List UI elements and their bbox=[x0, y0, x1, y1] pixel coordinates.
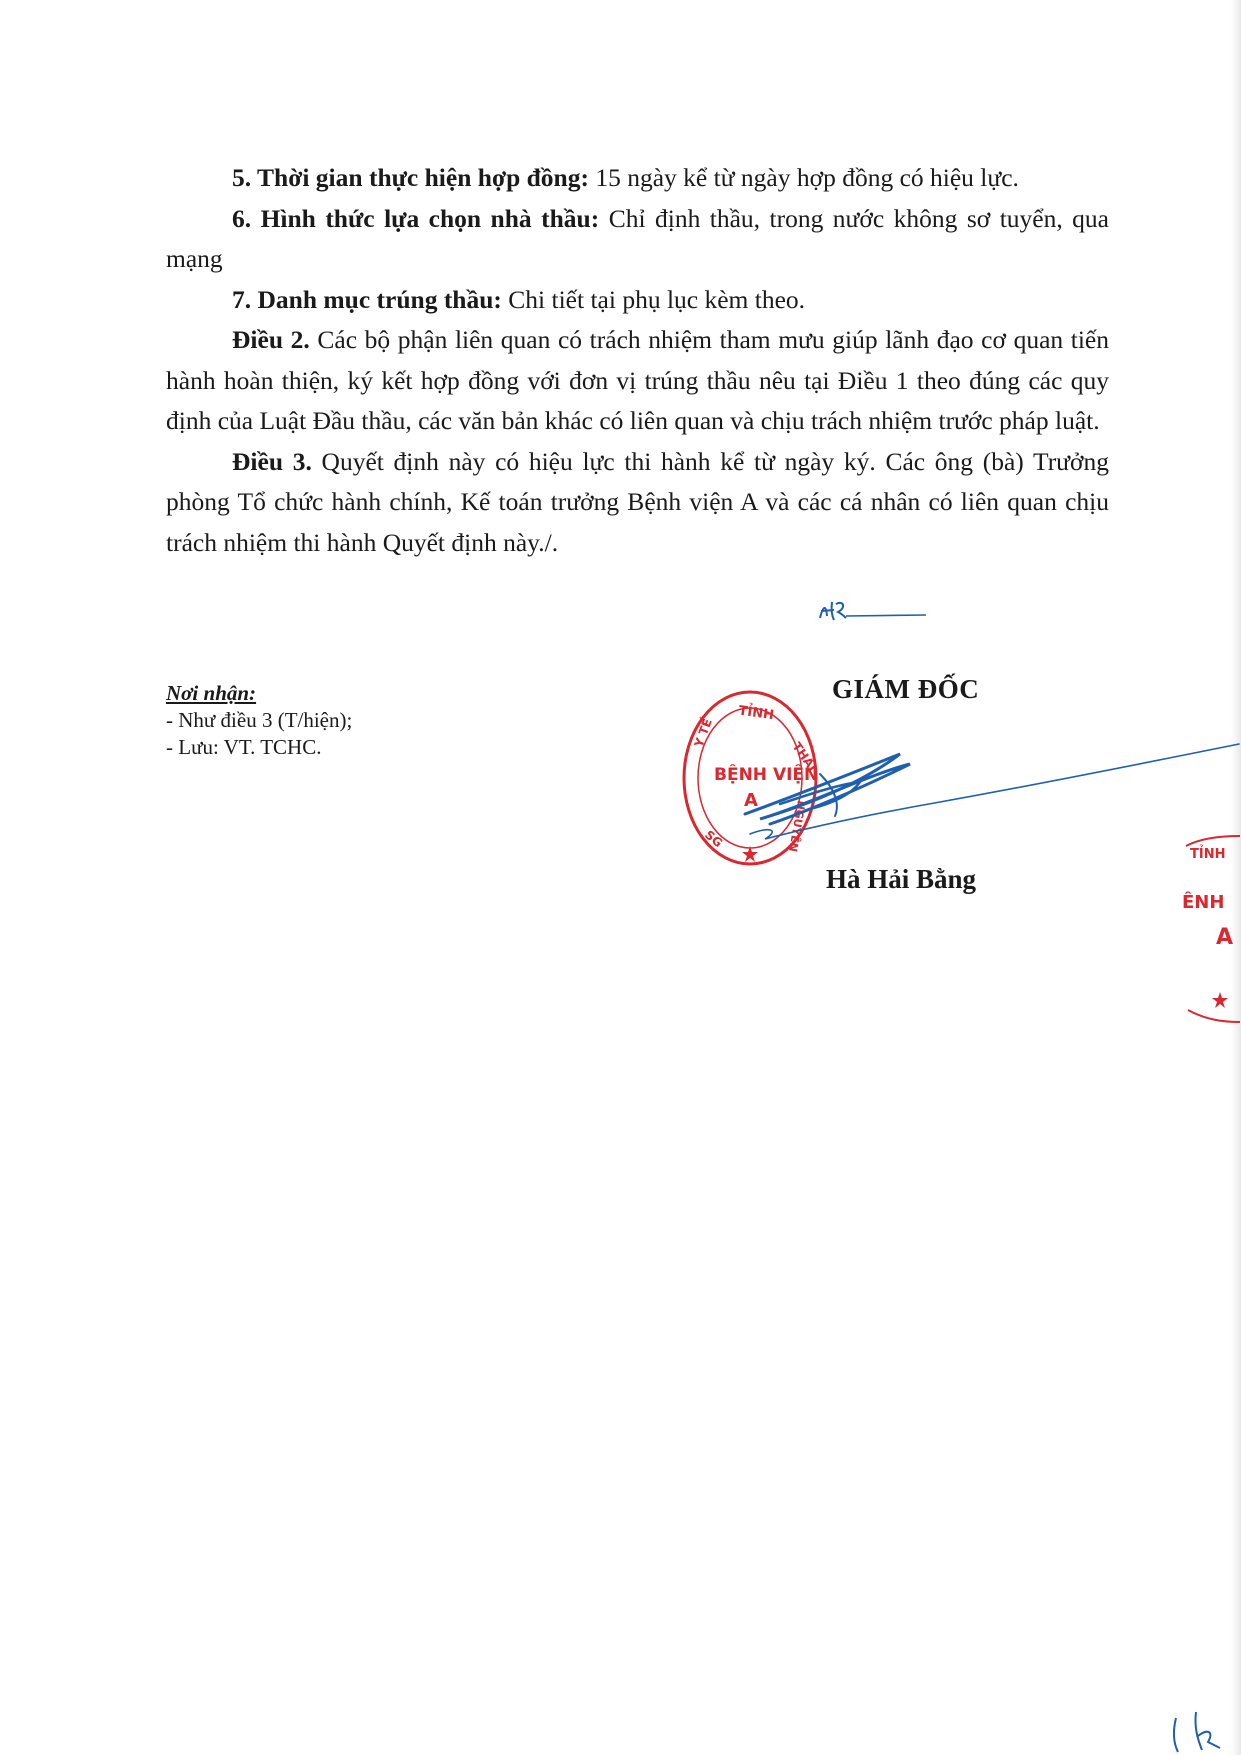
signer-title: GIÁM ĐỐC bbox=[832, 674, 980, 704]
signer-name: Hà Hải Bằng bbox=[826, 864, 977, 894]
item-6-label: 6. Hình thức lựa chọn nhà thầu: bbox=[232, 203, 600, 233]
article-3 bbox=[166, 442, 1109, 564]
seal-text-top: TỈNH bbox=[737, 703, 775, 724]
recipients-title: Nơi nhận: bbox=[166, 681, 257, 705]
item-7 bbox=[166, 280, 1109, 321]
item-7-text: Chi tiết tại phụ lục kèm theo. bbox=[501, 284, 806, 314]
item-6 bbox=[166, 199, 1109, 280]
initial-mark-icon bbox=[818, 596, 928, 626]
article-3-text: Quyết định này có hiệu lực thi hành kể từ ngày ký. Các ông (bà) Trưởng phòng Tổ chức hành chính, Kế toán trưởng Bệnh viện A và các cá nhân có liên quan chịu trách nhiệm thi hành Quyết định này./. bbox=[166, 446, 1109, 557]
seal-text-letter: A bbox=[744, 790, 758, 811]
adjacent-page-seal-fragment-icon bbox=[1176, 832, 1241, 1032]
adjacent-seal-text-top: TỈNH bbox=[1190, 847, 1226, 862]
item-7-label: 7. Danh mục trúng thầu: bbox=[232, 284, 502, 314]
seal-text-bottom-left: SG bbox=[702, 827, 726, 851]
recipient-line: - Như điều 3 (T/hiện); bbox=[166, 708, 353, 732]
document-body bbox=[166, 158, 1109, 563]
seal-text-left: Y TẾ bbox=[691, 716, 715, 750]
item-6-text: Chỉ định thầu, trong nước không sơ tuyển, qua mạng bbox=[166, 203, 1110, 273]
item-5-text: 15 ngày kể từ ngày hợp đồng có hiệu lực. bbox=[588, 163, 1019, 192]
article-2-text: Các bộ phận liên quan có trách nhiệm tham mưu giúp lãnh đạo cơ quan tiến hành hoàn thiện, ký kết hợp đồng với đơn vị trúng thầu nêu tại Điều 1 theo đúng các quy định của Luật Đầu thầu, các văn bản khác có liên quan và chịu trách nhiệm trước pháp luật. bbox=[166, 325, 1110, 435]
adjacent-seal-text-letter: A bbox=[1216, 925, 1234, 950]
recipients-block bbox=[166, 680, 352, 761]
adjacent-seal-text-mid: ÊNH bbox=[1182, 892, 1225, 913]
director-signature-icon bbox=[740, 734, 1241, 864]
seal-text-center: BỆNH VIỆN bbox=[714, 765, 819, 785]
corner-initial-mark-icon bbox=[1168, 1710, 1238, 1755]
item-5 bbox=[166, 158, 1109, 199]
recipient-line: - Lưu: VT. TCHC. bbox=[166, 735, 322, 759]
seal-text-bottom-right: NGUYÊN bbox=[786, 799, 808, 853]
article-2 bbox=[166, 320, 1109, 442]
article-3-label: Điều 3. bbox=[232, 446, 312, 476]
item-5-label: 5. Thời gian thực hiện hợp đồng: bbox=[232, 163, 589, 192]
seal-text-right: THÁI bbox=[789, 739, 820, 774]
article-2-label: Điều 2. bbox=[232, 325, 310, 354]
